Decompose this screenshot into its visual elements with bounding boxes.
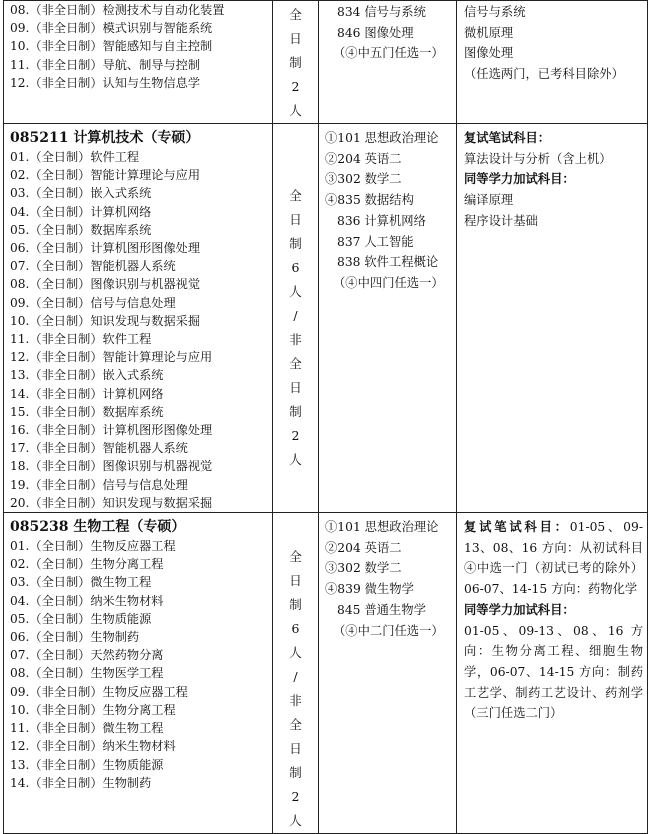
notes-text: （任选两门，已考科目除外） — [464, 67, 624, 82]
enrollment-char: 2 — [291, 79, 300, 94]
exam-subject: （④中五门任选一） — [333, 46, 444, 61]
notes-text: 编译原理 — [464, 193, 514, 208]
direction-item: 12.（非全日制）智能计算理论与应用 — [10, 350, 213, 365]
direction-item: 01.（全日制）软件工程 — [10, 150, 140, 164]
enrollment-char: / — [293, 308, 298, 323]
direction-item: 08.（全日制）生物医学工程 — [10, 666, 164, 681]
direction-item: 04.（全日制）纳米生物材料 — [10, 593, 164, 608]
admissions-table — [3, 0, 648, 834]
exam-subject: ④835 数据结构 — [325, 193, 414, 208]
direction-item: 14.（非全日制）生物制药 — [10, 775, 152, 790]
direction-item: 07.（全日制）智能机器人系统 — [10, 259, 176, 274]
major-title: 085211 计算机技术（专硕） — [10, 130, 200, 146]
enrollment-char: 全 — [289, 356, 302, 371]
enrollment-char: 人 — [289, 452, 302, 467]
direction-item: 16.（非全日制）计算机图形图像处理 — [10, 423, 213, 438]
direction-item: 10.（全日制）知识发现与数据采掘 — [10, 313, 201, 328]
exam-subject: 837 人工智能 — [337, 234, 414, 249]
direction-item: 02.（全日制）生物分离工程 — [10, 557, 164, 572]
exam-subject: 845 普通生物学 — [337, 602, 426, 617]
direction-item: 08.（全日制）图像识别与机器视觉 — [10, 277, 201, 292]
exam-subject: ①101 思想政治理论 — [325, 131, 439, 145]
enrollment-mode-cell — [273, 1, 319, 124]
enrollment-char: 人 — [289, 103, 302, 118]
direction-item: 10.（非全日制）生物分离工程 — [10, 702, 176, 717]
notes-text: 算法设计与分析（含上机） — [464, 151, 612, 166]
enrollment-char: 人 — [289, 645, 302, 661]
enrollment-char: 制 — [289, 404, 302, 419]
direction-item: 18.（非全日制）图像识别与机器视觉 — [10, 459, 213, 474]
direction-item: 17.（非全日制）智能机器人系统 — [10, 441, 188, 456]
exam-subject: 838 软件工程概论 — [337, 255, 439, 270]
enrollment-mode-cell — [273, 124, 319, 513]
direction-item: 03.（全日制）嵌入式系统 — [10, 186, 152, 201]
enrollment-char: 非 — [289, 332, 302, 347]
directions-cell — [4, 1, 273, 124]
enrollment-char: 人 — [289, 813, 302, 829]
direction-item: 12.（非全日制）认知与生物信息学 — [10, 75, 201, 90]
exam-subject: （④中四门任选一） — [333, 275, 444, 290]
direction-item: 05.（全日制）数据库系统 — [10, 222, 152, 237]
enrollment-char: 制 — [289, 765, 302, 781]
enrollment-char: 日 — [289, 380, 302, 395]
enrollment-char: 日 — [289, 212, 302, 227]
table-row — [4, 513, 648, 834]
exam-subject: ④839 微生物学 — [325, 582, 414, 597]
exam-subject: 846 图像处理 — [337, 25, 414, 40]
notes-text: 01-05、09-13、08、16 方向：生物分离工程、细胞生物学，06-07、14-15 方向：制药工艺学、制药工艺设计、药剂学（三门任选二门） — [464, 623, 643, 721]
direction-item: 14.（非全日制）计算机网络 — [10, 386, 164, 401]
notes-heading: 同等学力加试科目： — [464, 171, 575, 187]
enrollment-char: 制 — [289, 597, 302, 613]
direction-item: 05.（全日制）生物质能源 — [10, 611, 152, 626]
table-row — [4, 124, 648, 513]
notes-cell — [457, 1, 648, 124]
direction-item: 13.（非全日制）嵌入式系统 — [10, 368, 164, 383]
direction-item: 15.（非全日制）数据库系统 — [10, 404, 164, 419]
direction-item: 03.（全日制）微生物工程 — [10, 575, 152, 590]
direction-item: 09.（非全日制）模式识别与智能系统 — [10, 21, 213, 36]
exam-subject: 834 信号与系统 — [337, 5, 426, 19]
exam-subject: ③302 数学二 — [325, 561, 402, 576]
notes-heading: 复试笔试科目： — [464, 519, 570, 535]
notes-text: 信号与系统 — [464, 5, 526, 19]
enrollment-char: 制 — [289, 236, 302, 251]
exam-subject: ①101 思想政治理论 — [325, 520, 439, 535]
direction-item: 06.（全日制）计算机图形图像处理 — [10, 241, 201, 256]
notes-text: 图像处理 — [464, 46, 514, 61]
direction-item: 11.（非全日制）软件工程 — [10, 332, 152, 347]
enrollment-char: 人 — [289, 284, 302, 299]
enrollment-char: 全 — [289, 188, 302, 203]
direction-item: 07.（全日制）天然药物分离 — [10, 648, 164, 663]
direction-item: 08.（非全日制）检测技术与自动化装置 — [10, 3, 225, 17]
exam-subject: 836 计算机网络 — [337, 213, 426, 228]
direction-item: 12.（非全日制）纳米生物材料 — [10, 739, 176, 754]
exam-subjects-cell — [319, 124, 457, 513]
exam-subject: （④中二门任选一） — [333, 623, 444, 638]
exam-subject: ③302 数学二 — [325, 172, 402, 187]
enrollment-mode-cell — [273, 513, 319, 834]
enrollment-char: 2 — [291, 428, 300, 443]
enrollment-char: 6 — [291, 260, 300, 275]
direction-item: 19.（非全日制）信号与信息处理 — [10, 477, 188, 492]
notes-cell — [457, 124, 648, 513]
direction-item: 10.（非全日制）智能感知与自主控制 — [10, 39, 213, 54]
enrollment-char: 2 — [291, 789, 300, 805]
enrollment-char: 制 — [289, 55, 302, 70]
major-title: 085238 生物工程（专硕） — [10, 519, 186, 536]
direction-item: 01.（全日制）生物反应器工程 — [10, 539, 176, 554]
exam-subjects-cell — [319, 513, 457, 834]
enrollment-char: 6 — [291, 621, 300, 637]
enrollment-char: / — [293, 669, 298, 685]
notes-heading: 复试笔试科目： — [464, 130, 551, 145]
enrollment-char: 日 — [289, 31, 302, 46]
enrollment-char: 全 — [289, 7, 302, 22]
enrollment-char: 非 — [289, 693, 302, 709]
direction-item: 09.（全日制）信号与信息处理 — [10, 295, 176, 310]
notes-cell — [457, 513, 648, 834]
direction-item: 20.（非全日制）知识发现与数据采掘 — [10, 495, 213, 510]
table-row — [4, 1, 648, 124]
exam-subjects-cell — [319, 1, 457, 124]
direction-item: 11.（非全日制）微生物工程 — [10, 721, 164, 736]
directions-cell — [4, 513, 273, 834]
direction-item: 02.（全日制）智能计算理论与应用 — [10, 168, 201, 183]
direction-item: 13.（非全日制）生物质能源 — [10, 757, 164, 772]
direction-item: 06.（全日制）生物制药 — [10, 630, 140, 645]
direction-item: 09.（非全日制）生物反应器工程 — [10, 684, 188, 699]
enrollment-char: 全 — [289, 717, 302, 733]
notes-text: 程序设计基础 — [464, 213, 538, 228]
notes-heading: 同等学力加试科目： — [464, 601, 575, 617]
enrollment-char: 日 — [289, 573, 302, 589]
enrollment-char: 日 — [289, 741, 302, 757]
direction-item: 11.（非全日制）导航、制导与控制 — [10, 57, 201, 72]
exam-subject: ②204 英语二 — [325, 540, 402, 555]
notes-text: 01-05、09-13、08、16 方向：从初试科目④中选一门（初试已考的除外）06-07、14-15 方向：药物化学 — [464, 520, 643, 597]
notes-text: 微机原理 — [464, 25, 514, 40]
enrollment-char: 全 — [289, 549, 302, 565]
exam-subject: ②204 英语二 — [325, 151, 402, 166]
direction-item: 04.（全日制）计算机网络 — [10, 204, 152, 219]
directions-cell — [4, 124, 273, 513]
